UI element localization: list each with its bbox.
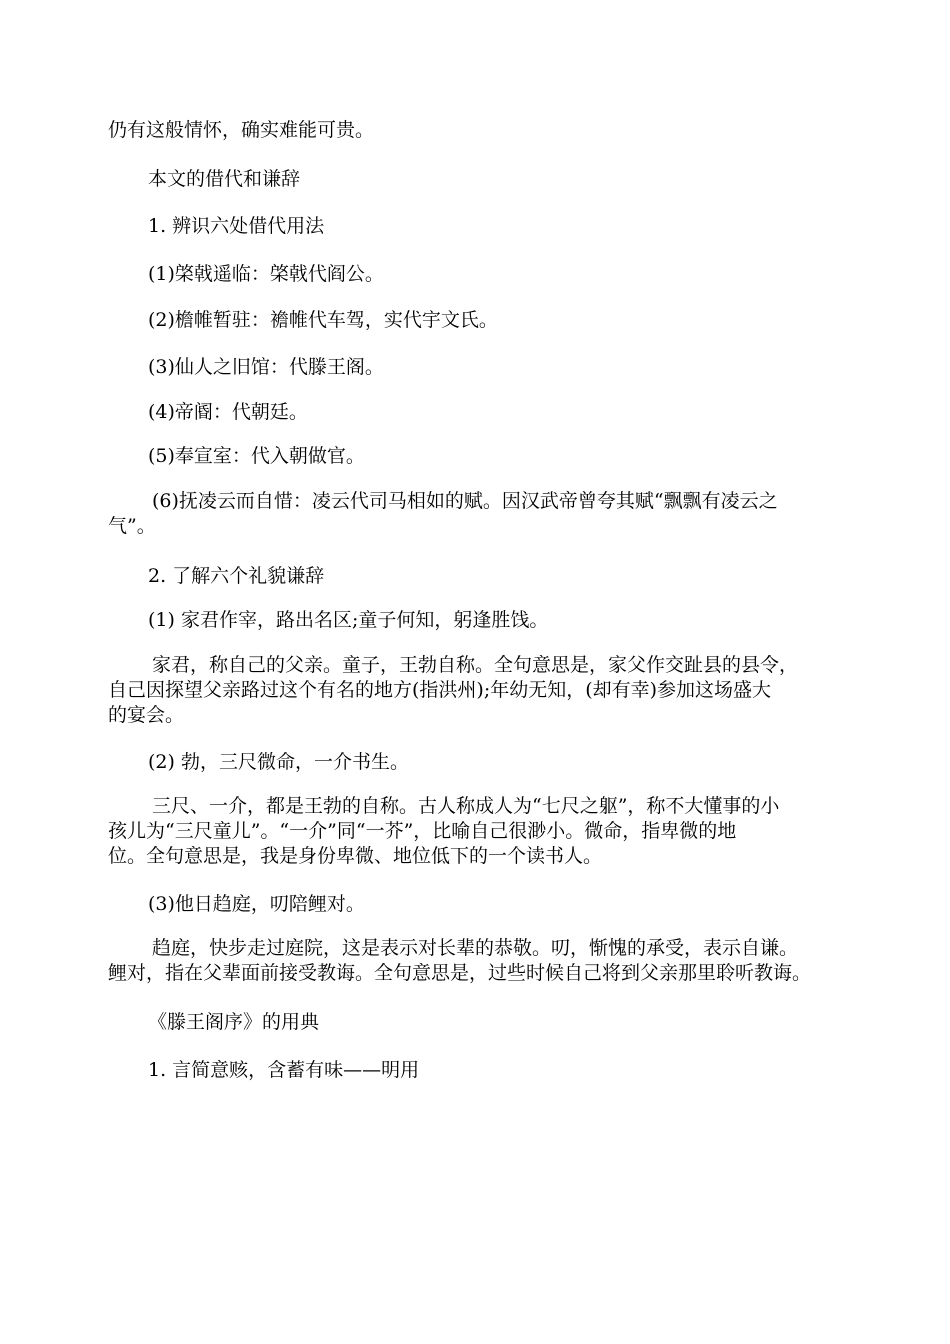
text-line: (3)仙人之旧馆：代滕王阁。 xyxy=(148,356,384,378)
list-item xyxy=(148,308,890,333)
text-line: 仍有这般情怀，确实难能可贵。 xyxy=(108,119,375,141)
text-line: (6)抚凌云而自惜：凌云代司马相如的赋。因汉武帝曾夸其赋“飘飘有凌云之 xyxy=(152,490,778,512)
section-heading-metonymy-humble xyxy=(148,167,890,192)
list-heading-1 xyxy=(148,1058,890,1083)
list-item xyxy=(148,355,890,380)
list-item-multiline xyxy=(108,489,850,539)
text-line: (5)奉宣室：代入朝做官。 xyxy=(148,445,365,467)
explanation-paragraph xyxy=(108,653,850,728)
list-item xyxy=(148,400,890,425)
explanation-paragraph xyxy=(108,794,850,869)
text-line: (4)帝阍：代朝廷。 xyxy=(148,401,308,423)
text-line: 的宴会。 xyxy=(108,704,185,726)
text-line: (2) 勃，三尺微命，一介书生。 xyxy=(148,751,409,773)
text-line: 本文的借代和谦辞 xyxy=(148,168,301,190)
text-line: (2)檐帷暂驻：襜帷代车驾，实代宇文氏。 xyxy=(148,309,498,331)
text-line: 气”。 xyxy=(108,515,156,537)
text-line: 趋庭，快步走过庭院，这是表示对长辈的恭敬。叨，惭愧的承受，表示自谦。 xyxy=(152,937,799,959)
list-item xyxy=(148,444,890,469)
explanation-paragraph xyxy=(108,936,850,986)
text-line: (3)他日趋庭，叨陪鲤对。 xyxy=(148,893,365,915)
text-line: (1) 家君作宰，路出名区;童子何知，躬逢胜饯。 xyxy=(148,609,549,631)
section-heading-allusion xyxy=(148,1010,890,1035)
list-item xyxy=(148,750,890,775)
text-line: 孩儿为“三尺童儿”。“一介”同“一芥”，比喻自己很渺小。微命，指卑微的地 xyxy=(108,820,737,842)
text-line: 1. 言简意赅，含蓄有味——明用 xyxy=(148,1059,420,1081)
list-item xyxy=(148,608,890,633)
text-line: 位。全句意思是，我是身份卑微、地位低下的一个读书人。 xyxy=(108,845,603,867)
text-line: 自己因探望父亲路过这个有名的地方(指洪州);年幼无知，(却有幸)参加这场盛大 xyxy=(108,679,772,701)
list-item xyxy=(148,262,890,287)
text-line: 1. 辨识六处借代用法 xyxy=(148,215,325,237)
text-line: 家君，称自己的父亲。童子，王勃自称。全句意思是，家父作交趾县的县令， xyxy=(152,654,799,676)
list-heading-2 xyxy=(148,564,890,589)
list-heading-1 xyxy=(148,214,890,239)
text-line: 《滕王阁序》的用典 xyxy=(148,1011,320,1033)
text-line: 三尺、一介，都是王勃的自称。古人称成人为“七尺之躯”，称不大懂事的小 xyxy=(152,795,780,817)
text-line: 2. 了解六个礼貌谦辞 xyxy=(148,565,325,587)
paragraph-continuation xyxy=(108,118,850,143)
text-line: 鲤对，指在父辈面前接受教诲。全句意思是，过些时候自己将到父亲那里聆听教诲。 xyxy=(108,962,812,984)
list-item xyxy=(148,892,890,917)
text-line: (1)棨戟遥临：棨戟代阎公。 xyxy=(148,263,384,285)
